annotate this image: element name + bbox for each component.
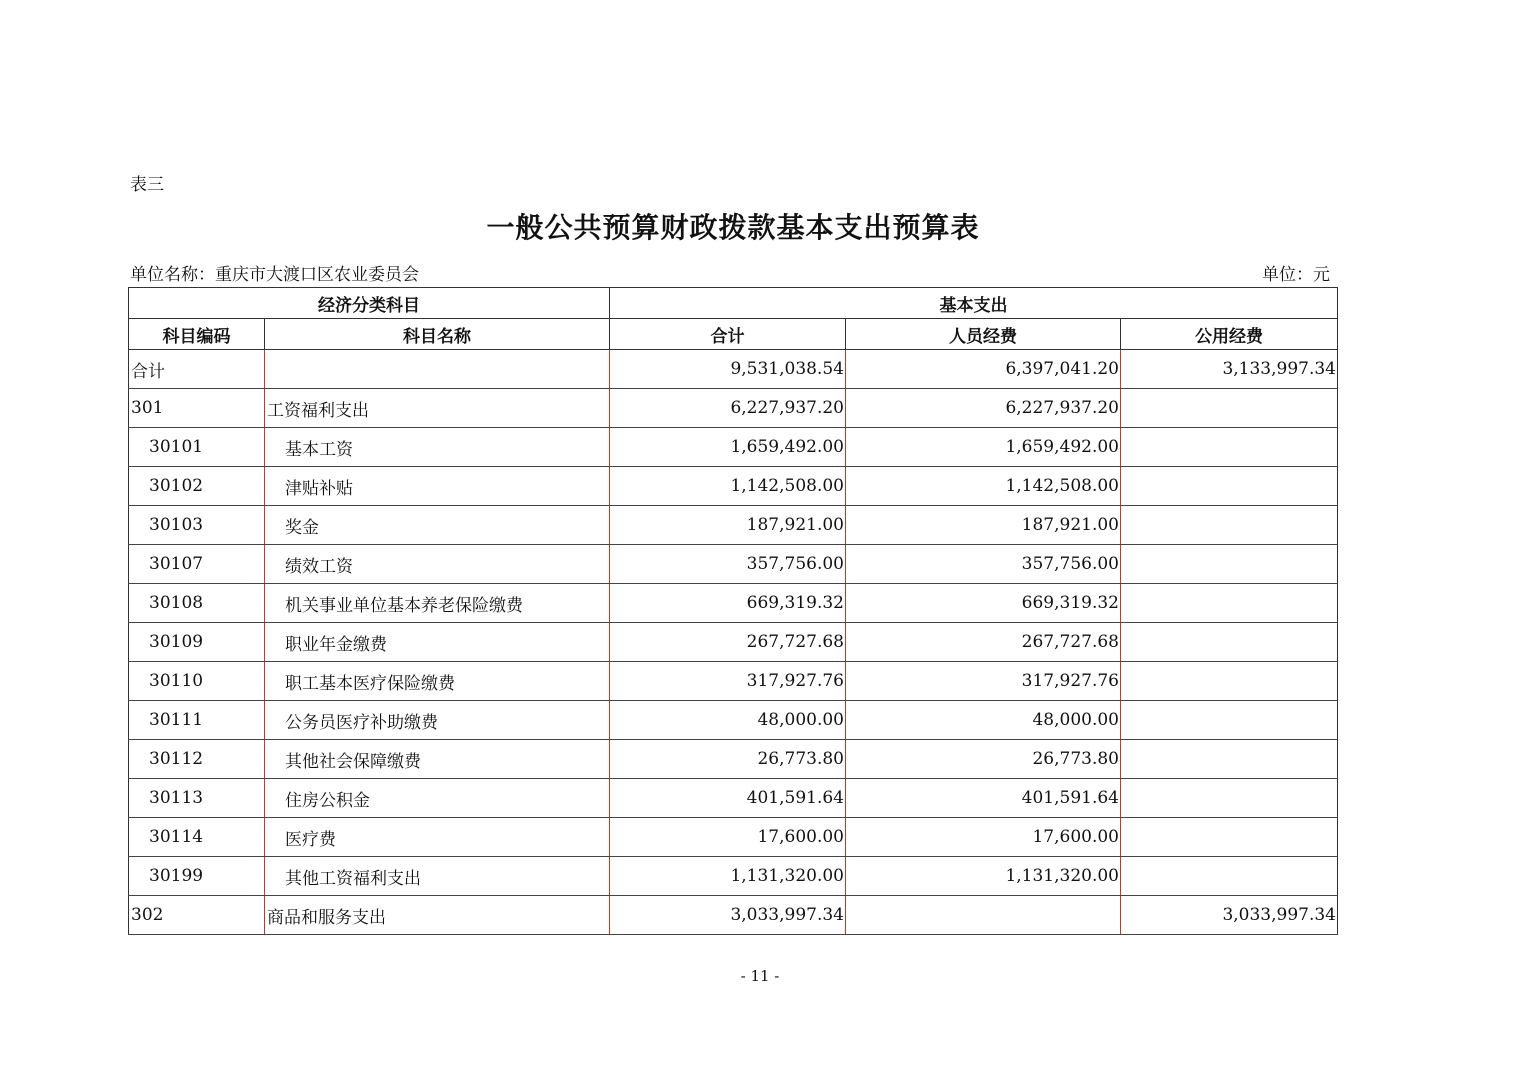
table-row (129, 545, 1338, 584)
table-row (129, 467, 1338, 506)
row-code: 302 (129, 896, 265, 935)
row-name: 奖金 (265, 506, 610, 545)
row-code: 30113 (129, 779, 265, 818)
row-code: 30114 (129, 818, 265, 857)
row-public (1121, 467, 1338, 506)
header-column-row (129, 319, 1338, 350)
row-code: 30103 (129, 506, 265, 545)
unit-name-label: 单位名称： (130, 265, 215, 285)
row-name: 工资福利支出 (265, 389, 610, 428)
row-public (1121, 662, 1338, 701)
row-name: 基本工资 (265, 428, 610, 467)
row-total: 187,921.00 (610, 506, 846, 545)
row-name: 其他工资福利支出 (265, 857, 610, 896)
row-name: 住房公积金 (265, 779, 610, 818)
row-public (1121, 779, 1338, 818)
row-name: 医疗费 (265, 818, 610, 857)
row-name: 津贴补贴 (265, 467, 610, 506)
row-code: 30107 (129, 545, 265, 584)
row-public (1121, 701, 1338, 740)
row-code: 301 (129, 389, 265, 428)
table-row-category (129, 896, 1338, 935)
row-public (1121, 506, 1338, 545)
header-basic-expenditure: 基本支出 (610, 288, 1338, 319)
row-public (1121, 428, 1338, 467)
row-personnel: 401,591.64 (846, 779, 1121, 818)
header-code: 科目编码 (129, 319, 265, 350)
row-name: 机关事业单位基本养老保险缴费 (265, 584, 610, 623)
row-total: 401,591.64 (610, 779, 846, 818)
table-row-category (129, 389, 1338, 428)
table-row-total (129, 350, 1338, 389)
row-personnel: 48,000.00 (846, 701, 1121, 740)
row-personnel (846, 896, 1121, 935)
row-total: 669,319.32 (610, 584, 846, 623)
row-name: 商品和服务支出 (265, 896, 610, 935)
row-personnel: 187,921.00 (846, 506, 1121, 545)
row-public (1121, 740, 1338, 779)
table-row (129, 740, 1338, 779)
row-code: 30101 (129, 428, 265, 467)
table-row (129, 584, 1338, 623)
row-code: 30199 (129, 857, 265, 896)
header-group-row (129, 288, 1338, 319)
header-personnel: 人员经费 (846, 319, 1121, 350)
page-title: 一般公共预算财政拨款基本支出预算表 (486, 211, 980, 244)
table-row (129, 818, 1338, 857)
row-name: 职工基本医疗保险缴费 (265, 662, 610, 701)
row-public: 3,033,997.34 (1121, 896, 1338, 935)
row-total: 357,756.00 (610, 545, 846, 584)
table-row (129, 623, 1338, 662)
currency-unit-value: 元 (1313, 265, 1330, 285)
row-code: 合计 (129, 350, 265, 389)
table-row (129, 428, 1338, 467)
table-row (129, 506, 1338, 545)
row-name (265, 350, 610, 389)
row-public: 3,133,997.34 (1121, 350, 1338, 389)
row-code: 30108 (129, 584, 265, 623)
table-row (129, 662, 1338, 701)
row-code: 30109 (129, 623, 265, 662)
row-name: 绩效工资 (265, 545, 610, 584)
row-total: 6,227,937.20 (610, 389, 846, 428)
header-name: 科目名称 (265, 319, 610, 350)
row-total: 9,531,038.54 (610, 350, 846, 389)
unit-name-value: 重庆市大渡口区农业委员会 (215, 265, 419, 285)
row-public (1121, 857, 1338, 896)
row-code: 30112 (129, 740, 265, 779)
row-total: 1,142,508.00 (610, 467, 846, 506)
row-name: 职业年金缴费 (265, 623, 610, 662)
row-public (1121, 389, 1338, 428)
row-total: 17,600.00 (610, 818, 846, 857)
row-total: 3,033,997.34 (610, 896, 846, 935)
row-name: 公务员医疗补助缴费 (265, 701, 610, 740)
row-personnel: 1,131,320.00 (846, 857, 1121, 896)
header-economic-classification: 经济分类科目 (129, 288, 610, 319)
row-public (1121, 584, 1338, 623)
row-total: 267,727.68 (610, 623, 846, 662)
currency-unit (1262, 260, 1330, 285)
row-code: 30111 (129, 701, 265, 740)
row-personnel: 6,227,937.20 (846, 389, 1121, 428)
row-personnel: 1,659,492.00 (846, 428, 1121, 467)
unit-name (130, 260, 419, 285)
page-number: - 11 - (740, 967, 780, 985)
budget-table (128, 287, 1338, 935)
row-personnel: 6,397,041.20 (846, 350, 1121, 389)
header-public: 公用经费 (1121, 319, 1338, 350)
currency-unit-label: 单位： (1262, 265, 1313, 285)
table-row (129, 857, 1338, 896)
table-row (129, 701, 1338, 740)
row-name: 其他社会保障缴费 (265, 740, 610, 779)
table-row (129, 779, 1338, 818)
row-total: 26,773.80 (610, 740, 846, 779)
row-public (1121, 818, 1338, 857)
row-personnel: 669,319.32 (846, 584, 1121, 623)
header-total: 合计 (610, 319, 846, 350)
row-code: 30110 (129, 662, 265, 701)
row-total: 1,659,492.00 (610, 428, 846, 467)
row-personnel: 1,142,508.00 (846, 467, 1121, 506)
row-total: 1,131,320.00 (610, 857, 846, 896)
row-public (1121, 545, 1338, 584)
row-personnel: 357,756.00 (846, 545, 1121, 584)
row-total: 317,927.76 (610, 662, 846, 701)
row-code: 30102 (129, 467, 265, 506)
table-label: 表三 (130, 175, 164, 195)
row-personnel: 267,727.68 (846, 623, 1121, 662)
row-public (1121, 623, 1338, 662)
row-personnel: 26,773.80 (846, 740, 1121, 779)
row-personnel: 317,927.76 (846, 662, 1121, 701)
row-total: 48,000.00 (610, 701, 846, 740)
row-personnel: 17,600.00 (846, 818, 1121, 857)
